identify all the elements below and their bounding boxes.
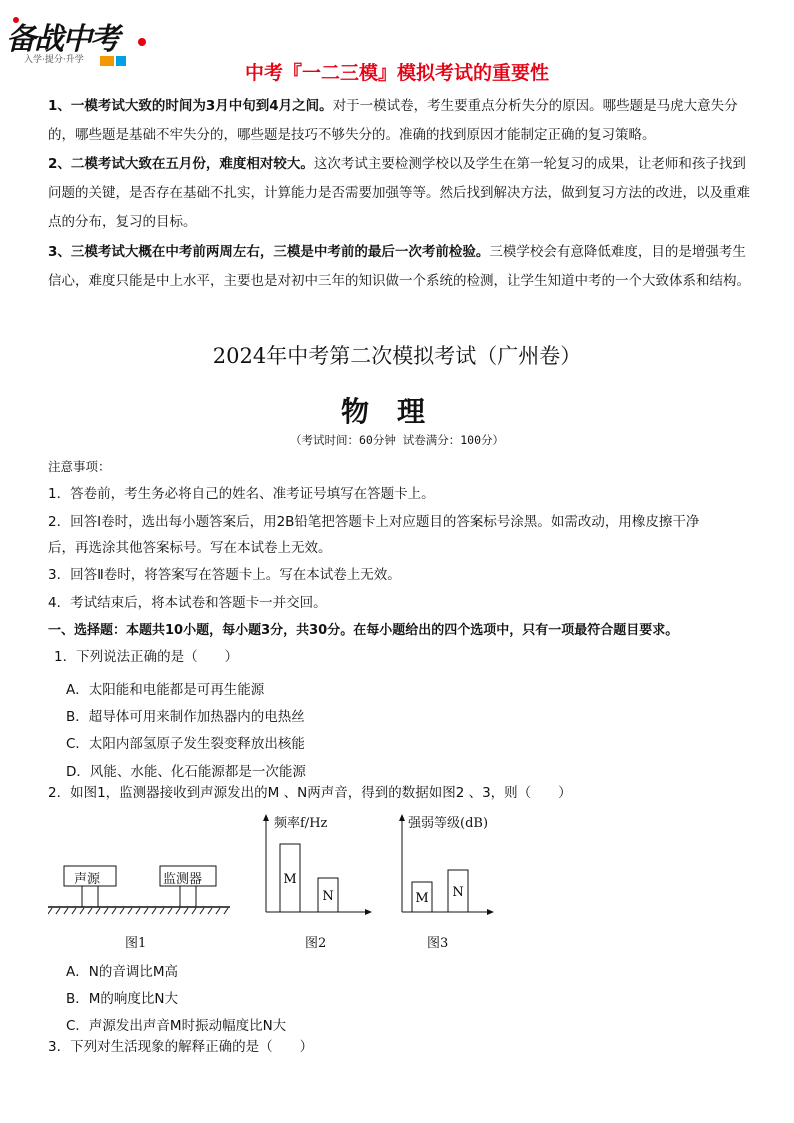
figure-3-bar-label-m: M xyxy=(415,891,429,906)
monitor-label: 监测器 xyxy=(163,872,203,887)
sound-source-label: 声源 xyxy=(74,872,101,887)
q3-stem: 3．下列对生活现象的解释正确的是（ ） xyxy=(48,1039,314,1055)
notice-3: 3．回答Ⅱ卷时，将答案写在答题卡上。写在本试卷上无效。 xyxy=(48,567,401,583)
figure-1 xyxy=(48,862,232,922)
paragraph-2-bold: 2、二模考试大致在五月份，难度相对较大。 xyxy=(48,156,314,172)
paragraph-1 xyxy=(48,92,758,150)
notice-1: 1．答卷前，考生务必将自己的姓名、准考证号填写在答题卡上。 xyxy=(48,486,435,502)
logo-text: 备战中考 xyxy=(6,22,118,57)
exam-title: 2024年中考第二次模拟考试（广州卷） xyxy=(212,344,582,368)
q1-option-b: B．超导体可用来制作加热器内的电热丝 xyxy=(66,709,305,725)
figure-1-caption: 图1 xyxy=(125,936,147,951)
notice-title: 注意事项： xyxy=(48,459,111,474)
exam-info: （考试时间：60分钟 试卷满分：100分） xyxy=(289,433,505,447)
figure-2 xyxy=(258,812,378,920)
figure-3-ylabel: 强弱等级(dB) xyxy=(408,816,489,831)
q1-option-a: A．太阳能和电能都是可再生能源 xyxy=(66,682,265,698)
paragraph-3-bold: 3、三模考试大概在中考前两周左右，三模是中考前的最后一次考前检验。 xyxy=(48,244,490,260)
q2-option-a: A．N的音调比M高 xyxy=(66,964,178,980)
paragraph-1-bold: 1、一模考试大致的时间为3月中旬到4月之间。 xyxy=(48,98,333,114)
paragraph-2 xyxy=(48,150,758,237)
paragraph-3 xyxy=(48,238,758,296)
figure-3-bar-label-n: N xyxy=(452,885,464,900)
figure-2-bar-label-n: N xyxy=(322,889,334,904)
subject-title: 物理 xyxy=(340,395,453,428)
figure-2-ylabel: 频率f/Hz xyxy=(274,816,328,831)
figure-2-bar-label-m: M xyxy=(283,872,297,887)
q1-option-c: C．太阳内部氢原子发生裂变释放出核能 xyxy=(66,736,305,752)
section-1-heading: 一、选择题：本题共10小题，每小题3分，共30分。在每小题给出的四个选项中，只有一项最符合题目要求。 xyxy=(48,623,679,638)
logo-subtitle: 入学·提分·升学 xyxy=(24,55,84,65)
paragraph-1-text: 对于一模试卷，考生要重点分析失分的原因。哪些题是马虎大意失分的，哪些题是基础不牢失分的，哪些题是技巧不够失分的。准确的找到原因才能制定正确的复习策略。 xyxy=(48,98,738,143)
notice-2-cont: 后，再选涂其他答案标号。写在本试卷上无效。 xyxy=(48,540,332,556)
notice-2: 2．回答Ⅰ卷时，选出每小题答案后，用2B铅笔把答题卡上对应题目的答案标号涂黑。如需改动，用橡皮擦干净 xyxy=(48,514,700,530)
headline: 中考『一二三模』模拟考试的重要性 xyxy=(244,62,549,84)
q1-stem: 1．下列说法正确的是（ ） xyxy=(54,649,239,665)
q2-stem: 2．如图1，监测器接收到声源发出的M 、N两声音，得到的数据如图2 、3，则（ ） xyxy=(48,785,572,801)
paragraph-3-text: 三模学校会有意降低难度，目的是增强考生信心，难度只能是中上水平，主要也是对初中三年的知识做一个系统的检测，让学生知道中考的一个大致体系和结构。 xyxy=(48,244,750,289)
paragraph-2-text: 这次考试主要检测学校以及学生在第一轮复习的成果，让老师和孩子找到问题的关键，是否存在基础不扎实，计算能力是否需要加强等等。然后找到解决方法，做到复习方法的改进，以及重难点的分布，复习的目标。 xyxy=(48,156,750,230)
notice-4: 4．考试结束后，将本试卷和答题卡一并交回。 xyxy=(48,595,327,611)
q2-option-b: B．M的响度比N大 xyxy=(66,991,179,1007)
q1-option-d: D．风能、水能、化石能源都是一次能源 xyxy=(66,764,306,780)
q2-option-c: C．声源发出声音M时振动幅度比N大 xyxy=(66,1018,287,1034)
figure-3 xyxy=(394,812,514,920)
figure-2-caption: 图2 xyxy=(305,936,327,951)
figure-3-caption: 图3 xyxy=(427,936,449,951)
